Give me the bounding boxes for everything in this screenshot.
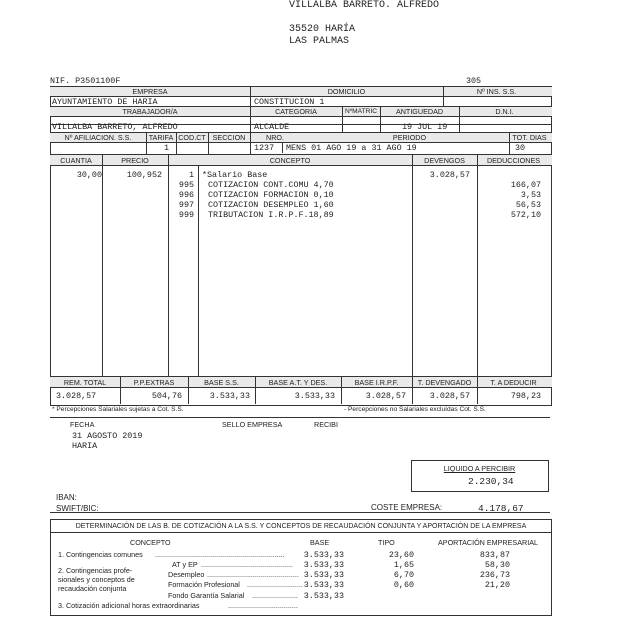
det-row-base: 3.533,33 bbox=[303, 580, 344, 590]
value-pp-extras: 504,76 bbox=[151, 391, 182, 401]
line-concept: *Salario Base bbox=[202, 170, 268, 180]
value-trabajador: VILLALBA BARRETO, ALFREDO bbox=[52, 122, 178, 132]
recipient-province: LAS PALMAS bbox=[289, 36, 350, 47]
line-precio: 100,952 bbox=[126, 170, 162, 180]
value-antiguedad: 19 JUL 19 bbox=[402, 122, 448, 132]
det-col-base: BASE bbox=[310, 538, 330, 547]
label-nro: NRO. bbox=[266, 133, 284, 142]
det-row-aport: 833,87 bbox=[479, 550, 510, 560]
label-domicilio: DOMICILIO bbox=[327, 87, 366, 96]
label-empresa: EMPRESA bbox=[132, 87, 168, 96]
value-base-ss: 3.533,33 bbox=[209, 391, 250, 401]
det-row-tipo: 0,60 bbox=[393, 580, 414, 590]
det-row-aport: 21,20 bbox=[484, 580, 510, 590]
col-deducciones: DEDUCCIONES bbox=[486, 156, 541, 165]
line-concept: TRIBUTACION I.R.P.F.18,89 bbox=[208, 210, 334, 220]
det-row-label: Fondo Garantía Salarial bbox=[168, 591, 245, 600]
det-row-tipo: 1,65 bbox=[393, 560, 414, 570]
line-cuantia: 30,00 bbox=[76, 170, 102, 180]
det-row-base: 3.533,33 bbox=[303, 550, 344, 560]
label-ins-ss: Nº INS. S.S. bbox=[476, 87, 517, 96]
label-base-irpf: BASE I.R.P.F. bbox=[354, 378, 399, 387]
det-row-label: Desempleo bbox=[168, 570, 205, 579]
recipient-name: VILLALBA BARRETO. ALFREDO bbox=[289, 0, 440, 11]
line-deduccion: 3,53 bbox=[520, 190, 541, 200]
receipt-bottom-rule bbox=[50, 512, 550, 513]
label-dni: D.N.I. bbox=[495, 107, 514, 116]
det-row-tipo: 6,70 bbox=[393, 570, 414, 580]
value-t-deducir: 798,23 bbox=[510, 391, 541, 401]
det-row-base: 3.533,33 bbox=[303, 560, 344, 570]
line-code: 1 bbox=[188, 170, 194, 180]
value-base-at: 3.533,33 bbox=[294, 391, 335, 401]
label-base-ss: BASE S.S. bbox=[204, 378, 239, 387]
receipt-place: HARIA bbox=[72, 441, 98, 451]
det-col-aportacion: APORTACIÓN EMPRESARIAL bbox=[438, 538, 538, 547]
value-nro: 1237 bbox=[254, 143, 275, 153]
label-coste: COSTE EMPRESA: bbox=[371, 503, 443, 512]
label-sello: SELLO EMPRESA bbox=[222, 420, 283, 429]
det-row-base: 3.533,33 bbox=[303, 570, 344, 580]
label-recibi: RECIBI bbox=[314, 420, 338, 429]
label-fecha: FECHA bbox=[70, 420, 95, 429]
note-left: * Percepciones Salariales sujetas a Cot. S.S. bbox=[52, 406, 184, 413]
det-row-aport: 236,73 bbox=[479, 570, 510, 580]
determination-title: DETERMINACIÓN DE LAS B. DE COTIZACIÓN A LA S.S. Y CONCEPTOS DE RECAUDACIÓN CONJUNTA Y APORTACIÓN DE LA EMPRESA bbox=[75, 523, 527, 530]
receipt-top-rule bbox=[50, 417, 550, 418]
value-tot-dias: 30 bbox=[515, 143, 526, 153]
col-precio: PRECIO bbox=[121, 156, 149, 165]
det-group2-label: 2. Contingencias profe- sionales y conceptos de recaudación conjunta bbox=[58, 566, 135, 593]
label-swift: SWIFT/BIC: bbox=[56, 504, 99, 513]
label-t-deducir: T. A DEDUCIR bbox=[490, 378, 537, 387]
value-coste: 4.178,67 bbox=[478, 503, 524, 514]
line-code: 999 bbox=[178, 210, 194, 220]
label-seccion: SECCION bbox=[212, 133, 246, 142]
det-col-tipo: TIPO bbox=[378, 538, 395, 547]
label-codct: COD.CT bbox=[178, 133, 206, 142]
det-row-label: AT y EP bbox=[172, 560, 198, 569]
receipt-date: 31 AGOSTO 2019 bbox=[72, 431, 143, 441]
col-cuantia: CUANTIA bbox=[60, 156, 92, 165]
label-liquido: LIQUIDO A PERCIBIR bbox=[443, 464, 516, 473]
label-trabajador: TRABAJADOR/A bbox=[122, 107, 178, 116]
det-row-label: 3. Cotización adicional horas extraordinarias bbox=[58, 601, 200, 610]
value-liquido: 2.230,34 bbox=[468, 476, 514, 487]
line-code: 995 bbox=[178, 180, 194, 190]
note-right: - Percepciones no Salariales excluídas Cot. S.S. bbox=[344, 406, 486, 413]
label-iban: IBAN: bbox=[56, 493, 77, 502]
label-base-at: BASE A.T. Y DES. bbox=[268, 378, 328, 387]
recipient-postal: 35520 HARÍA bbox=[289, 24, 356, 35]
det-row-tipo: 23,60 bbox=[388, 550, 414, 560]
det-row-aport: 58,30 bbox=[484, 560, 510, 570]
label-nmatric: NºMATRIC bbox=[345, 108, 377, 115]
label-antiguedad: ANTIGUEDAD bbox=[395, 107, 444, 116]
label-tot-dias: TOT. DIAS bbox=[512, 133, 547, 142]
line-devengo: 3.028,57 bbox=[429, 170, 470, 180]
line-deduccion: 56,53 bbox=[515, 200, 541, 210]
det-col-concepto: CONCEPTO bbox=[130, 538, 171, 547]
value-base-irpf: 3.028,57 bbox=[365, 391, 406, 401]
line-code: 996 bbox=[178, 190, 194, 200]
value-categoria: ALCALDE bbox=[254, 122, 290, 132]
line-concept: COTIZACION DESEMPLEO 1,60 bbox=[208, 200, 334, 210]
label-t-devengado: T. DEVENGADO bbox=[417, 378, 472, 387]
col-concepto: CONCEPTO bbox=[269, 156, 311, 165]
nif: NIF. P3501100F bbox=[50, 76, 121, 86]
line-concept: COTIZACION FORMACION 0,10 bbox=[208, 190, 334, 200]
value-rem-total: 3.028,57 bbox=[56, 391, 97, 401]
label-rem-total: REM. TOTAL bbox=[63, 378, 107, 387]
value-t-devengado: 3.028,57 bbox=[429, 391, 470, 401]
col-devengos: DEVENGOS bbox=[424, 156, 465, 165]
value-empresa: AYUNTAMIENTO DE HARIA bbox=[52, 97, 158, 107]
label-periodo: PERIODO bbox=[392, 133, 427, 142]
det-row-label: Formación Profesional bbox=[168, 580, 240, 589]
label-pp-extras: P.P.EXTRAS bbox=[133, 378, 175, 387]
line-deduccion: 572,10 bbox=[510, 210, 541, 220]
value-tarifa: 1 bbox=[164, 143, 170, 153]
det-row-label: 1. Contingencias comunes bbox=[58, 550, 143, 559]
page-code: 305 bbox=[466, 76, 482, 86]
line-concept: COTIZACION CONT.COMU 4,70 bbox=[208, 180, 334, 190]
line-deduccion: 166,07 bbox=[510, 180, 541, 190]
label-afiliacion: Nº AFILIACION. S.S. bbox=[64, 133, 132, 142]
line-code: 997 bbox=[178, 200, 194, 210]
det-row-base: 3.533,33 bbox=[303, 591, 344, 601]
value-periodo: MENS 01 AGO 19 a 31 AGO 19 bbox=[286, 143, 417, 153]
label-tarifa: TARIFA bbox=[148, 133, 174, 142]
label-categoria: CATEGORIA bbox=[275, 107, 317, 116]
value-domicilio: CONSTITUCION 1 bbox=[254, 97, 325, 107]
